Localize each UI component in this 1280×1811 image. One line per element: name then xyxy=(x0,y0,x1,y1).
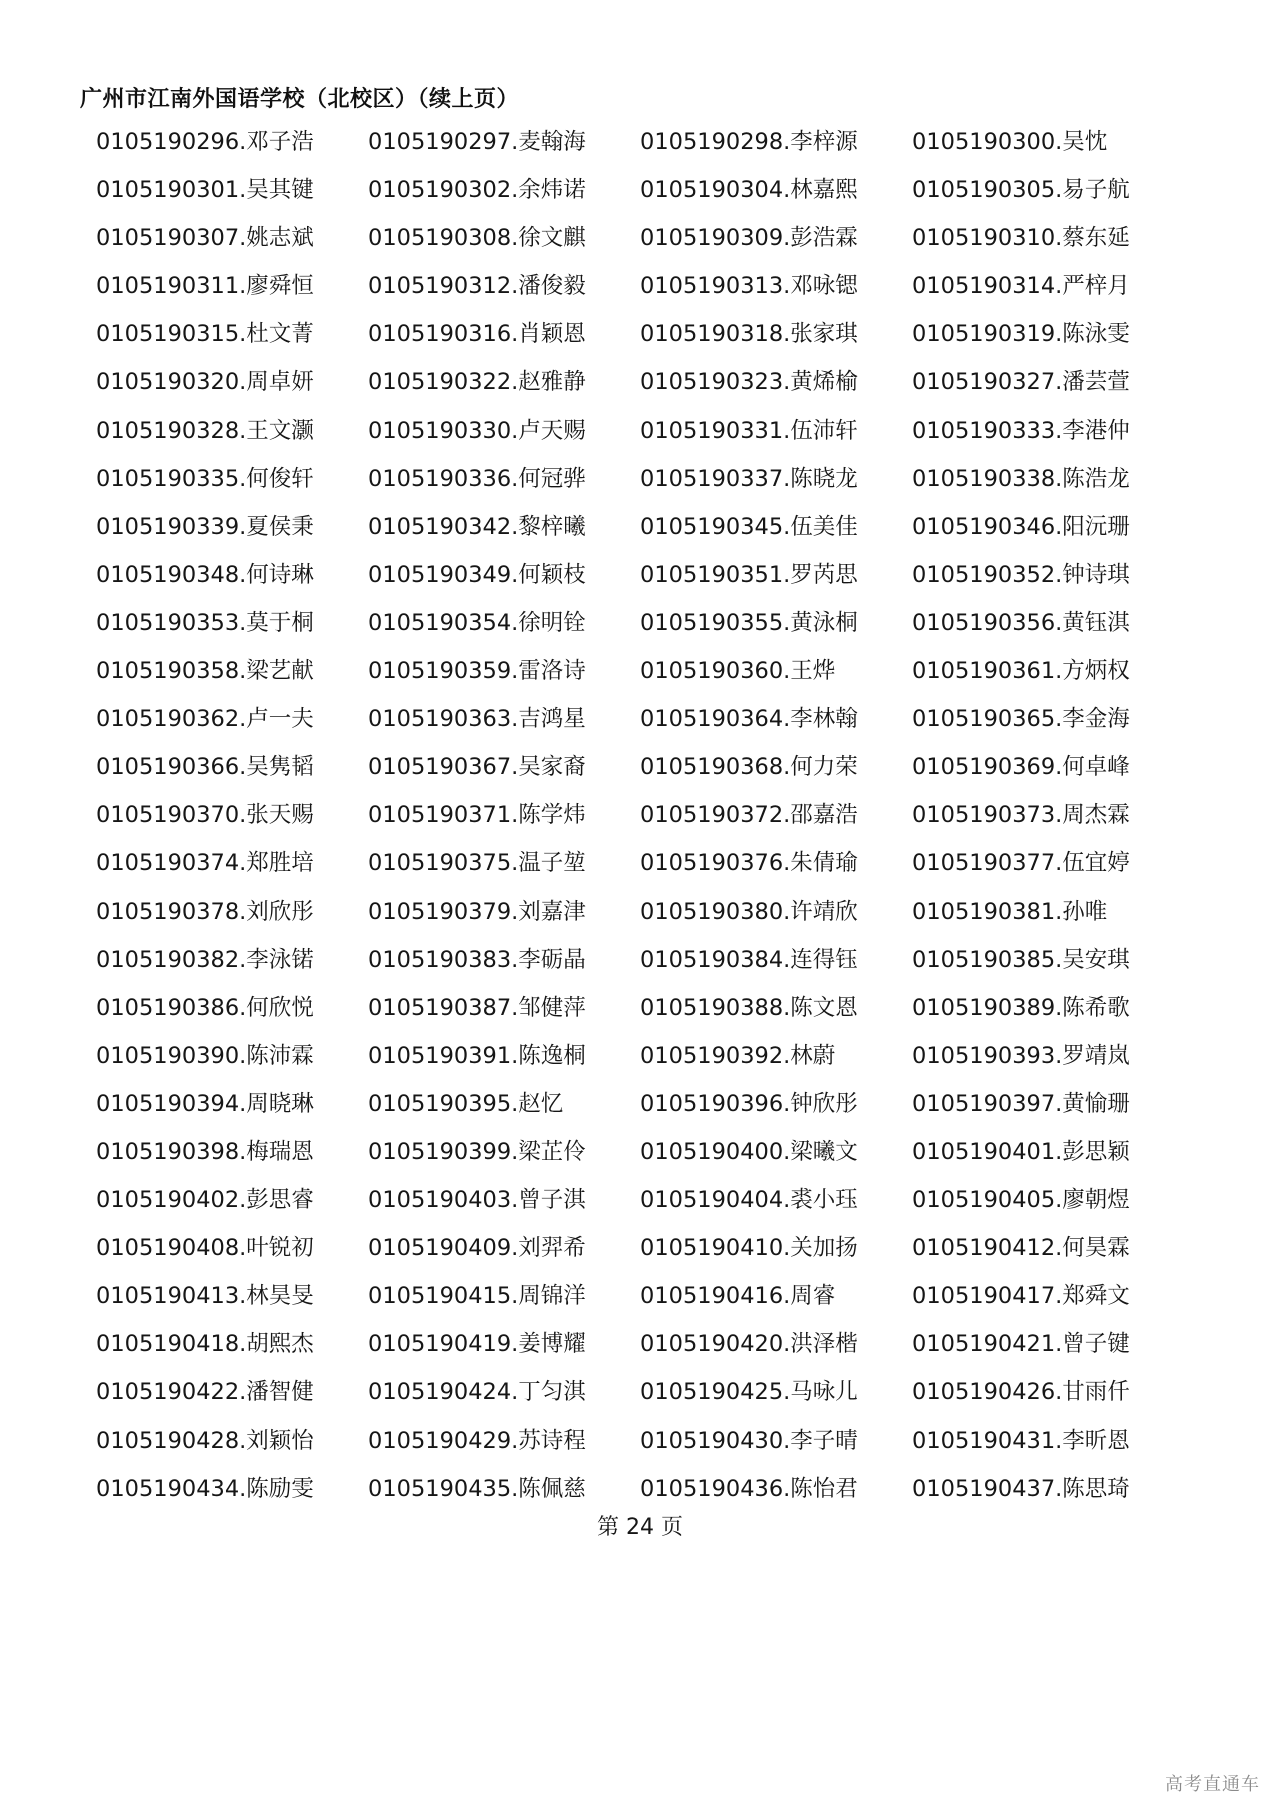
list-item: 0105190310.蔡东延 xyxy=(912,225,1130,252)
list-item: 0105190372.邵嘉浩 xyxy=(640,802,858,829)
list-item: 0105190382.李泳锘 xyxy=(96,946,314,973)
list-item: 0105190300.吴忱 xyxy=(912,129,1108,155)
list-item: 0105190337.陈晓龙 xyxy=(640,465,858,492)
list-item: 0105190384.连得钰 xyxy=(640,946,858,973)
list-item: 0105190425.马咏儿 xyxy=(640,1379,858,1406)
list-item: 0105190367.吴家裔 xyxy=(368,754,586,781)
list-item: 0105190352.钟诗琪 xyxy=(912,561,1130,588)
list-item: 0105190353.莫于桐 xyxy=(96,609,314,636)
list-item: 0105190378.刘欣彤 xyxy=(96,898,314,925)
list-item: 0105190305.易子航 xyxy=(912,177,1130,204)
list-item: 0105190391.陈逸桐 xyxy=(368,1042,586,1069)
list-item: 0105190377.伍宜婷 xyxy=(912,850,1130,877)
list-item: 0105190320.周卓妍 xyxy=(96,369,314,396)
list-item: 0105190410.关加扬 xyxy=(640,1235,858,1262)
list-item: 0105190358.梁艺献 xyxy=(96,658,314,685)
list-item: 0105190421.曾子键 xyxy=(912,1331,1130,1358)
list-item: 0105190369.何卓峰 xyxy=(912,754,1130,781)
list-item: 0105190380.许靖欣 xyxy=(640,898,858,925)
list-item: 0105190424.丁匀淇 xyxy=(368,1379,586,1406)
list-item: 0105190362.卢一夫 xyxy=(96,706,314,733)
admission-list xyxy=(96,122,1196,1517)
list-item: 0105190364.李林翰 xyxy=(640,706,858,733)
list-item: 0105190435.陈佩慈 xyxy=(368,1475,586,1502)
list-item: 0105190312.潘俊毅 xyxy=(368,273,586,300)
list-item: 0105190416.周睿 xyxy=(640,1283,836,1310)
list-item: 0105190360.王烨 xyxy=(640,658,836,685)
list-item: 0105190426.甘雨仟 xyxy=(912,1379,1130,1406)
list-item: 0105190400.梁曦文 xyxy=(640,1138,858,1165)
list-item: 0105190381.孙唯 xyxy=(912,898,1108,925)
list-item: 0105190365.李金海 xyxy=(912,706,1130,733)
list-item: 0105190327.潘芸萱 xyxy=(912,369,1130,396)
list-item: 0105190409.刘羿希 xyxy=(368,1235,586,1262)
list-item: 0105190418.胡熙杰 xyxy=(96,1331,314,1358)
list-item: 0105190429.苏诗程 xyxy=(368,1427,586,1454)
list-item: 0105190335.何俊轩 xyxy=(96,465,314,492)
list-item: 0105190398.梅瑞恩 xyxy=(96,1138,314,1165)
list-item: 0105190422.潘智健 xyxy=(96,1379,314,1406)
list-item: 0105190328.王文灏 xyxy=(96,417,314,444)
list-item: 0105190336.何冠骅 xyxy=(368,465,586,492)
list-item: 0105190428.刘颖怡 xyxy=(96,1427,314,1454)
list-item: 0105190436.陈怡君 xyxy=(640,1475,858,1502)
list-item: 0105190404.裘小珏 xyxy=(640,1187,858,1214)
list-item: 0105190297.麦翰海 xyxy=(368,129,586,155)
list-item: 0105190318.张家琪 xyxy=(640,321,858,348)
list-item: 0105190308.徐文麒 xyxy=(368,225,586,252)
list-item: 0105190366.吴隽韬 xyxy=(96,754,314,781)
list-item: 0105190395.赵忆 xyxy=(368,1090,564,1117)
list-item: 0105190401.彭思颖 xyxy=(912,1138,1130,1165)
list-item: 0105190403.曾子淇 xyxy=(368,1187,586,1214)
list-item: 0105190393.罗靖岚 xyxy=(912,1042,1130,1069)
list-item: 0105190405.廖朝煜 xyxy=(912,1187,1130,1214)
list-item: 0105190356.黄钰淇 xyxy=(912,609,1130,636)
list-item: 0105190314.严梓月 xyxy=(912,273,1130,300)
list-item: 0105190301.吴其键 xyxy=(96,177,314,204)
list-item: 0105190392.林蔚 xyxy=(640,1042,836,1069)
list-item: 0105190319.陈泳雯 xyxy=(912,321,1130,348)
list-item: 0105190322.赵雅静 xyxy=(368,369,586,396)
list-item: 0105190434.陈励雯 xyxy=(96,1475,314,1502)
list-item: 0105190385.吴安琪 xyxy=(912,946,1130,973)
list-item: 0105190390.陈沛霖 xyxy=(96,1042,314,1069)
list-item: 0105190389.陈希歌 xyxy=(912,994,1130,1021)
list-item: 0105190379.刘嘉津 xyxy=(368,898,586,925)
list-item: 0105190376.朱倩瑜 xyxy=(640,850,858,877)
list-item: 0105190415.周锦洋 xyxy=(368,1283,586,1310)
list-item: 0105190296.邓子浩 xyxy=(96,129,314,155)
list-item: 0105190383.李砺晶 xyxy=(368,946,586,973)
list-item: 0105190370.张天赐 xyxy=(96,802,314,829)
list-item: 0105190342.黎梓曦 xyxy=(368,513,586,540)
list-item: 0105190420.洪泽楷 xyxy=(640,1331,858,1358)
section-heading: 广州市江南外国语学校（北校区）（续上页） xyxy=(80,87,520,112)
list-item: 0105190355.黄泳桐 xyxy=(640,609,858,636)
list-item: 0105190408.叶锐初 xyxy=(96,1235,314,1262)
list-item: 0105190375.温子堃 xyxy=(368,850,586,877)
list-item: 0105190316.肖颖恩 xyxy=(368,321,586,348)
list-item: 0105190361.方炳权 xyxy=(912,658,1130,685)
list-item: 0105190371.陈学炜 xyxy=(368,802,586,829)
list-item: 0105190323.黄烯榆 xyxy=(640,369,858,396)
list-item: 0105190302.余炜诺 xyxy=(368,177,586,204)
list-item: 0105190345.伍美佳 xyxy=(640,513,858,540)
list-item: 0105190349.何颖枝 xyxy=(368,561,586,588)
list-item: 0105190359.雷洛诗 xyxy=(368,658,586,685)
list-item: 0105190396.钟欣彤 xyxy=(640,1090,858,1117)
list-item: 0105190338.陈浩龙 xyxy=(912,465,1130,492)
list-item: 0105190412.何昊霖 xyxy=(912,1235,1130,1262)
list-item: 0105190419.姜博耀 xyxy=(368,1331,586,1358)
list-item: 0105190431.李昕恩 xyxy=(912,1427,1130,1454)
list-item: 0105190351.罗芮思 xyxy=(640,561,858,588)
list-item: 0105190331.伍沛轩 xyxy=(640,417,858,444)
list-item: 0105190373.周杰霖 xyxy=(912,802,1130,829)
list-item: 0105190387.邹健萍 xyxy=(368,994,586,1021)
page-number: 第 24 页 xyxy=(597,1515,683,1540)
watermark: 高考直通车 xyxy=(1165,1774,1260,1795)
list-item: 0105190417.郑舜文 xyxy=(912,1283,1130,1310)
list-item: 0105190397.黄愉珊 xyxy=(912,1090,1130,1117)
list-item: 0105190333.李港仲 xyxy=(912,417,1130,444)
list-item: 0105190315.杜文菁 xyxy=(96,321,314,348)
list-item: 0105190339.夏侯秉 xyxy=(96,513,314,540)
list-item: 0105190348.何诗琳 xyxy=(96,561,314,588)
list-item: 0105190309.彭浩霖 xyxy=(640,225,858,252)
list-item: 0105190388.陈文恩 xyxy=(640,994,858,1021)
list-item: 0105190386.何欣悦 xyxy=(96,994,314,1021)
list-item: 0105190354.徐明铨 xyxy=(368,609,586,636)
list-item: 0105190298.李梓源 xyxy=(640,129,858,155)
list-item: 0105190399.梁芷伶 xyxy=(368,1138,586,1165)
list-item: 0105190430.李子晴 xyxy=(640,1427,858,1454)
list-item: 0105190363.吉鸿星 xyxy=(368,706,586,733)
list-item: 0105190307.姚志斌 xyxy=(96,225,314,252)
list-item: 0105190402.彭思睿 xyxy=(96,1187,314,1214)
list-item: 0105190413.林昊旻 xyxy=(96,1283,314,1310)
list-item: 0105190368.何力荣 xyxy=(640,754,858,781)
list-item: 0105190304.林嘉熙 xyxy=(640,177,858,204)
list-item: 0105190394.周晓琳 xyxy=(96,1090,314,1117)
list-item: 0105190330.卢天赐 xyxy=(368,417,586,444)
list-item: 0105190346.阳沅珊 xyxy=(912,513,1130,540)
list-item: 0105190374.郑胜培 xyxy=(96,850,314,877)
list-item: 0105190437.陈思琦 xyxy=(912,1475,1130,1502)
list-item: 0105190313.邓咏锶 xyxy=(640,273,858,300)
list-item: 0105190311.廖舜恒 xyxy=(96,273,314,300)
